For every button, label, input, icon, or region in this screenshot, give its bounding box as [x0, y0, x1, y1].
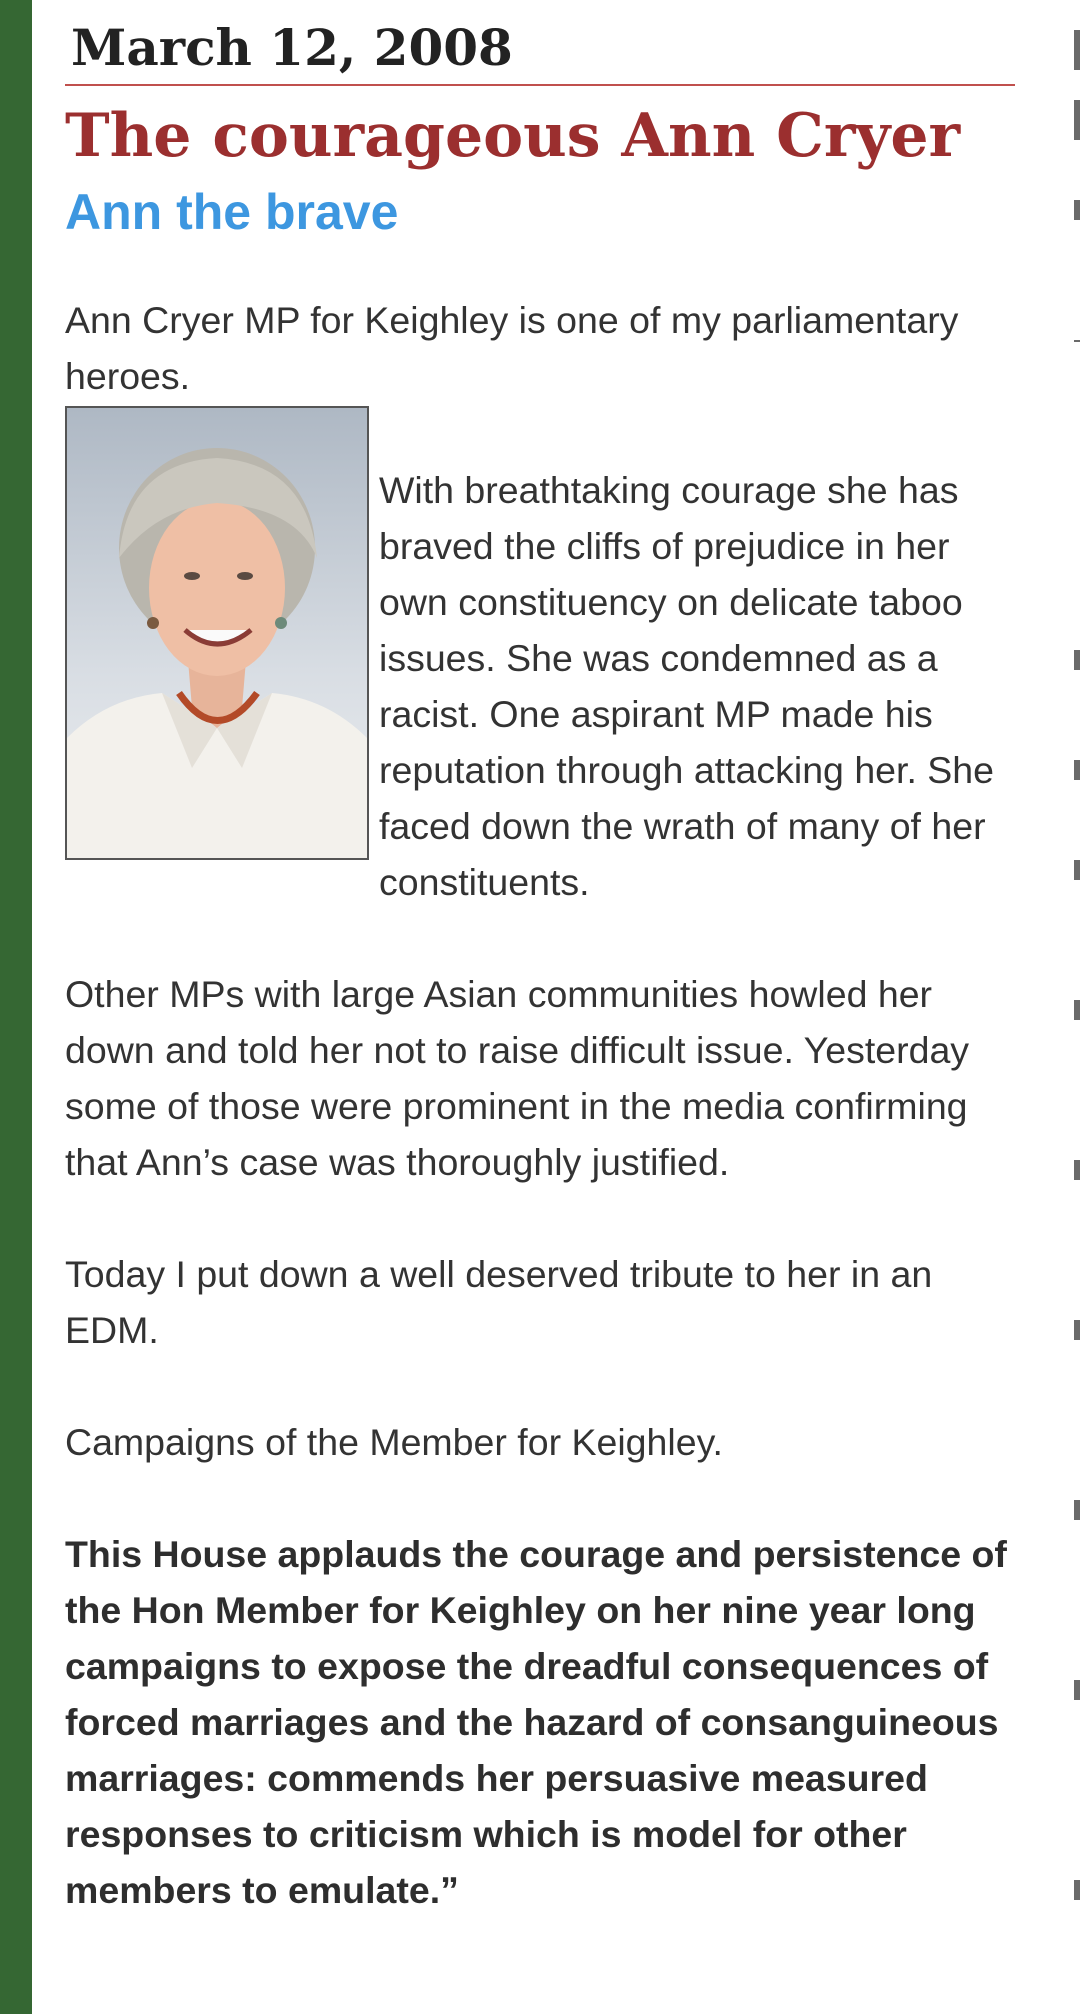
right-edge-fragment: [1074, 1000, 1080, 1020]
post-date: March 12, 2008: [65, 0, 1015, 86]
right-edge-fragment: [1074, 1880, 1080, 1900]
blog-post: [65, 0, 1015, 1974]
left-sidebar-bar: [0, 0, 32, 2014]
right-edge-fragment: [1074, 1680, 1080, 1700]
post-paragraph-3: Today I put down a well deserved tribute to her in an EDM.: [65, 1253, 933, 1351]
right-edge-fragment: [1074, 340, 1080, 342]
right-edge-fragment: [1074, 1160, 1080, 1180]
edm-quote: This House applauds the courage and persistence of the Hon Member for Keighley on her nine year long campaigns to expose the dreadful consequences of forced marriages and the hazard of consanguineous marriages: commends her persuasive measured responses to criticism which is model for other members to emulate.”: [65, 1533, 1007, 1911]
portrait-illustration: [67, 408, 367, 858]
right-edge-fragment: [1074, 860, 1080, 880]
right-sidebar-edge: [1074, 0, 1080, 2014]
right-edge-fragment: [1074, 200, 1080, 220]
post-paragraph-intro: Ann Cryer MP for Keighley is one of my parliamentary heroes.: [65, 299, 959, 397]
post-body: [65, 292, 1015, 1918]
post-paragraph-2: Other MPs with large Asian communities howled her down and told her not to raise difficult issue. Yesterday some of those were prominent in the media confirming that Ann’s case was thoroughly justified.: [65, 973, 970, 1183]
post-subtitle: Ann the brave: [65, 184, 399, 240]
photo-paragraph-block: [65, 404, 1015, 910]
right-edge-fragment: [1074, 760, 1080, 780]
right-edge-fragment: [1074, 100, 1080, 140]
post-paragraph-4: Campaigns of the Member for Keighley.: [65, 1421, 723, 1463]
right-edge-fragment: [1074, 30, 1080, 70]
right-edge-fragment: [1074, 650, 1080, 670]
post-paragraph-photo: With breathtaking courage she has braved the cliffs of prejudice in her own constituency on delicate taboo issues. She was condemned as a racist. One aspirant MP made his reputation through attacking her. She faced down the wrath of many of her constituents.: [379, 469, 995, 903]
post-title[interactable]: The courageous Ann Cryer: [65, 101, 961, 171]
portrait-photo[interactable]: [65, 406, 369, 860]
right-edge-fragment: [1074, 1320, 1080, 1340]
right-edge-fragment: [1074, 1500, 1080, 1520]
